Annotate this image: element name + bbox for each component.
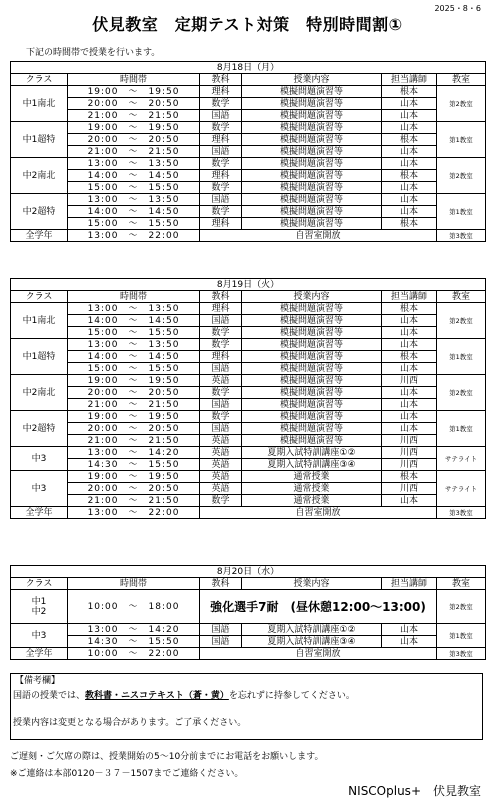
footer-brand: NISCOplus+ 伏見教室 xyxy=(348,784,481,798)
time-cell: 14:00 ～ 14:50 xyxy=(68,170,200,182)
content-cell: 模擬問題演習等 xyxy=(242,375,382,387)
class-cell: 中3 xyxy=(11,447,68,471)
column-header: 教科 xyxy=(200,578,242,590)
schedule-table-day-2 xyxy=(10,278,486,519)
content-cell: 模擬問題演習等 xyxy=(242,218,382,230)
teacher-cell: 山本 xyxy=(382,315,437,327)
day-header: 8月19日（火） xyxy=(11,279,486,291)
time-cell: 21:00 ～ 21:50 xyxy=(68,399,200,411)
content-cell: 模擬問題演習等 xyxy=(242,134,382,146)
notes-box xyxy=(10,673,483,740)
class-cell: 中2南北 xyxy=(11,375,68,411)
time-cell: 13:00 ～ 14:20 xyxy=(68,624,200,636)
column-header: 担当講師 xyxy=(382,74,437,86)
content-cell: 自習室開放 xyxy=(200,648,437,660)
table-row xyxy=(11,399,486,411)
room-cell: 第3教室 xyxy=(437,230,486,242)
table-row xyxy=(11,636,486,648)
teacher-cell: 根本 xyxy=(382,303,437,315)
teacher-cell: 山本 xyxy=(382,636,437,648)
time-cell: 13:00 ～ 13:50 xyxy=(68,194,200,206)
table-row xyxy=(11,303,486,315)
intro-text: 下記の時間帯で授業を行います。 xyxy=(26,48,161,58)
column-header: 教室 xyxy=(437,74,486,86)
time-cell: 20:00 ～ 20:50 xyxy=(68,387,200,399)
content-cell: 模擬問題演習等 xyxy=(242,351,382,363)
table-row xyxy=(11,363,486,375)
column-header: 教室 xyxy=(437,291,486,303)
teacher-cell: 山本 xyxy=(382,182,437,194)
subject-cell: 国語 xyxy=(200,363,242,375)
time-cell: 14:00 ～ 14:50 xyxy=(68,206,200,218)
content-cell: 強化選手7耐 (昼休憩12:00～13:00) xyxy=(200,590,437,624)
content-cell: 模擬問題演習等 xyxy=(242,399,382,411)
column-header: 授業内容 xyxy=(242,291,382,303)
time-cell: 19:00 ～ 19:50 xyxy=(68,375,200,387)
room-cell: 第3教室 xyxy=(437,507,486,519)
subject-cell: 国語 xyxy=(200,146,242,158)
column-header: 授業内容 xyxy=(242,578,382,590)
table-row xyxy=(11,648,486,660)
room-cell: 第1教室 xyxy=(437,339,486,375)
time-cell: 13:00 ～ 13:50 xyxy=(68,158,200,170)
content-cell: 自習室開放 xyxy=(200,230,437,242)
table-row xyxy=(11,158,486,170)
class-cell: 中2超特 xyxy=(11,411,68,447)
subject-cell: 数学 xyxy=(200,98,242,110)
content-cell: 模擬問題演習等 xyxy=(242,315,382,327)
content-cell: 模擬問題演習等 xyxy=(242,98,382,110)
time-cell: 19:00 ～ 19:50 xyxy=(68,411,200,423)
day-header: 8月20日（水） xyxy=(11,566,486,578)
class-cell: 全学年 xyxy=(11,648,68,660)
subject-cell: 数学 xyxy=(200,495,242,507)
teacher-cell: 根本 xyxy=(382,351,437,363)
teacher-cell: 根本 xyxy=(382,170,437,182)
column-header: 担当講師 xyxy=(382,291,437,303)
day-header: 8月18日（月） xyxy=(11,62,486,74)
subject-cell: 国語 xyxy=(200,636,242,648)
teacher-cell: 山本 xyxy=(382,411,437,423)
subject-cell: 英語 xyxy=(200,435,242,447)
subject-cell: 国語 xyxy=(200,194,242,206)
time-cell: 13:00 ～ 22:00 xyxy=(68,230,200,242)
time-cell: 14:00 ～ 14:50 xyxy=(68,351,200,363)
teacher-cell: 山本 xyxy=(382,399,437,411)
subject-cell: 英語 xyxy=(200,459,242,471)
table-row xyxy=(11,206,486,218)
table-row xyxy=(11,423,486,435)
room-cell: 第1教室 xyxy=(437,411,486,447)
class-cell: 中2超特 xyxy=(11,194,68,230)
teacher-cell: 山本 xyxy=(382,363,437,375)
table-row xyxy=(11,590,486,624)
content-cell: 通常授業 xyxy=(242,483,382,495)
room-cell: 第2教室 xyxy=(437,158,486,194)
subject-cell: 国語 xyxy=(200,399,242,411)
content-cell: 夏期入試特訓講座①② xyxy=(242,624,382,636)
class-cell: 中1超特 xyxy=(11,339,68,375)
subject-cell: 国語 xyxy=(200,110,242,122)
time-cell: 15:00 ～ 15:50 xyxy=(68,218,200,230)
class-cell: 中2南北 xyxy=(11,158,68,194)
time-cell: 13:00 ～ 13:50 xyxy=(68,339,200,351)
room-cell: 第2教室 xyxy=(437,375,486,411)
subject-cell: 理科 xyxy=(200,218,242,230)
class-cell: 中1南北 xyxy=(11,303,68,339)
content-cell: 模擬問題演習等 xyxy=(242,387,382,399)
content-cell: 模擬問題演習等 xyxy=(242,363,382,375)
teacher-cell: 川西 xyxy=(382,435,437,447)
room-cell: 第3教室 xyxy=(437,648,486,660)
column-header: クラス xyxy=(11,74,68,86)
time-cell: 14:00 ～ 14:50 xyxy=(68,315,200,327)
subject-cell: 理科 xyxy=(200,170,242,182)
schedule-table-day-1 xyxy=(10,61,486,242)
time-cell: 13:00 ～ 13:50 xyxy=(68,303,200,315)
content-cell: 模擬問題演習等 xyxy=(242,86,382,98)
footer-line-2: ※ご連絡は本部0120－３７－1507までご連絡ください。 xyxy=(10,769,244,779)
table-row xyxy=(11,624,486,636)
teacher-cell: 川西 xyxy=(382,483,437,495)
subject-cell: 英語 xyxy=(200,471,242,483)
content-cell: 模擬問題演習等 xyxy=(242,158,382,170)
time-cell: 21:00 ～ 21:50 xyxy=(68,435,200,447)
notes-label: 【備考欄】 xyxy=(15,676,61,686)
table-row xyxy=(11,122,486,134)
table-row xyxy=(11,230,486,242)
content-cell: 模擬問題演習等 xyxy=(242,339,382,351)
table-row xyxy=(11,375,486,387)
subject-cell: 理科 xyxy=(200,351,242,363)
time-cell: 20:00 ～ 20:50 xyxy=(68,483,200,495)
subject-cell: 英語 xyxy=(200,375,242,387)
teacher-cell: 山本 xyxy=(382,339,437,351)
page-title: 伏見教室 定期テスト対策 特別時間割① xyxy=(92,15,403,34)
teacher-cell: 山本 xyxy=(382,327,437,339)
table-row xyxy=(11,483,486,495)
time-cell: 15:00 ～ 15:50 xyxy=(68,363,200,375)
teacher-cell: 川西 xyxy=(382,375,437,387)
time-cell: 10:00 ～ 18:00 xyxy=(68,590,200,624)
table-row xyxy=(11,86,486,98)
subject-cell: 数学 xyxy=(200,206,242,218)
subject-cell: 数学 xyxy=(200,339,242,351)
table-row xyxy=(11,146,486,158)
content-cell: 模擬問題演習等 xyxy=(242,435,382,447)
teacher-cell: 山本 xyxy=(382,158,437,170)
column-header: クラス xyxy=(11,578,68,590)
class-cell: 中3 xyxy=(11,471,68,507)
content-cell: 模擬問題演習等 xyxy=(242,146,382,158)
time-cell: 20:00 ～ 20:50 xyxy=(68,423,200,435)
subject-cell: 数学 xyxy=(200,158,242,170)
time-cell: 15:00 ～ 15:50 xyxy=(68,327,200,339)
subject-cell: 理科 xyxy=(200,303,242,315)
column-header: 授業内容 xyxy=(242,74,382,86)
room-cell: 第2教室 xyxy=(437,590,486,624)
subject-cell: 数学 xyxy=(200,411,242,423)
teacher-cell: 山本 xyxy=(382,387,437,399)
time-cell: 19:00 ～ 19:50 xyxy=(68,471,200,483)
content-cell: 模擬問題演習等 xyxy=(242,194,382,206)
time-cell: 21:00 ～ 21:50 xyxy=(68,110,200,122)
class-cell: 中3 xyxy=(11,624,68,648)
column-header: 教科 xyxy=(200,291,242,303)
room-cell: 第2教室 xyxy=(437,86,486,122)
table-row xyxy=(11,315,486,327)
content-cell: 模擬問題演習等 xyxy=(242,206,382,218)
table-row xyxy=(11,110,486,122)
subject-cell: 国語 xyxy=(200,423,242,435)
teacher-cell: 川西 xyxy=(382,459,437,471)
subject-cell: 国語 xyxy=(200,315,242,327)
time-cell: 21:00 ～ 21:50 xyxy=(68,146,200,158)
time-cell: 20:00 ～ 20:50 xyxy=(68,98,200,110)
room-cell: 第1教室 xyxy=(437,194,486,230)
table-row xyxy=(11,182,486,194)
table-row xyxy=(11,495,486,507)
room-cell: サテライト xyxy=(437,447,486,471)
teacher-cell: 山本 xyxy=(382,146,437,158)
issue-date: 2025・8・6 xyxy=(434,4,481,13)
teacher-cell: 山本 xyxy=(382,206,437,218)
table-row xyxy=(11,170,486,182)
class-cell: 中1超特 xyxy=(11,122,68,158)
table-row xyxy=(11,411,486,423)
table-row xyxy=(11,351,486,363)
table-row xyxy=(11,507,486,519)
column-header: 教科 xyxy=(200,74,242,86)
table-row xyxy=(11,98,486,110)
content-cell: 通常授業 xyxy=(242,495,382,507)
room-cell: 第2教室 xyxy=(437,303,486,339)
time-cell: 13:00 ～ 22:00 xyxy=(68,507,200,519)
content-cell: 自習室開放 xyxy=(200,507,437,519)
teacher-cell: 山本 xyxy=(382,423,437,435)
content-cell: 模擬問題演習等 xyxy=(242,327,382,339)
teacher-cell: 山本 xyxy=(382,110,437,122)
subject-cell: 理科 xyxy=(200,134,242,146)
subject-cell: 数学 xyxy=(200,122,242,134)
table-row xyxy=(11,327,486,339)
class-cell: 中1南北 xyxy=(11,86,68,122)
table-row xyxy=(11,339,486,351)
teacher-cell: 山本 xyxy=(382,624,437,636)
class-cell: 全学年 xyxy=(11,507,68,519)
teacher-cell: 根本 xyxy=(382,134,437,146)
class-cell: 全学年 xyxy=(11,230,68,242)
subject-cell: 英語 xyxy=(200,483,242,495)
column-header: 教室 xyxy=(437,578,486,590)
content-cell: 模擬問題演習等 xyxy=(242,182,382,194)
time-cell: 13:00 ～ 14:20 xyxy=(68,447,200,459)
teacher-cell: 山本 xyxy=(382,194,437,206)
class-cell: 中1 xyxy=(31,596,47,607)
room-cell: 第1教室 xyxy=(437,122,486,158)
content-cell: 通常授業 xyxy=(242,471,382,483)
content-cell: 模擬問題演習等 xyxy=(242,411,382,423)
content-cell: 夏期入試特訓講座③④ xyxy=(242,636,382,648)
column-header: 担当講師 xyxy=(382,578,437,590)
content-cell: 夏期入試特訓講座①② xyxy=(242,447,382,459)
teacher-cell: 根本 xyxy=(382,218,437,230)
room-cell: サテライト xyxy=(437,471,486,507)
notes-line-2: 授業内容は変更となる場合があります。ご了承ください。 xyxy=(13,718,247,728)
table-row xyxy=(11,471,486,483)
time-cell: 21:00 ～ 21:50 xyxy=(68,495,200,507)
table-row xyxy=(11,459,486,471)
subject-cell: 数学 xyxy=(200,327,242,339)
time-cell: 14:30 ～ 15:50 xyxy=(68,459,200,471)
teacher-cell: 山本 xyxy=(382,495,437,507)
column-header: クラス xyxy=(11,291,68,303)
subject-cell: 理科 xyxy=(200,86,242,98)
time-cell: 14:30 ～ 15:50 xyxy=(68,636,200,648)
teacher-cell: 根本 xyxy=(382,471,437,483)
notes-line-1: 国語の授業では、教科書・ニスコテキスト（蒼・黄）を忘れずに持参してください。 xyxy=(13,691,355,701)
teacher-cell: 川西 xyxy=(382,447,437,459)
class-cell: 中2 xyxy=(31,606,47,617)
column-header: 時間帯 xyxy=(68,578,200,590)
content-cell: 模擬問題演習等 xyxy=(242,303,382,315)
teacher-cell: 山本 xyxy=(382,98,437,110)
time-cell: 10:00 ～ 22:00 xyxy=(68,648,200,660)
content-cell: 模擬問題演習等 xyxy=(242,122,382,134)
room-cell: 第1教室 xyxy=(437,624,486,648)
subject-cell: 国語 xyxy=(200,624,242,636)
content-cell: 模擬問題演習等 xyxy=(242,170,382,182)
content-cell: 模擬問題演習等 xyxy=(242,423,382,435)
time-cell: 19:00 ～ 19:50 xyxy=(68,122,200,134)
subject-cell: 英語 xyxy=(200,447,242,459)
teacher-cell: 根本 xyxy=(382,86,437,98)
teacher-cell: 山本 xyxy=(382,122,437,134)
table-row xyxy=(11,447,486,459)
time-cell: 19:00 ～ 19:50 xyxy=(68,86,200,98)
content-cell: 夏期入試特訓講座③④ xyxy=(242,459,382,471)
table-row xyxy=(11,218,486,230)
time-cell: 15:00 ～ 15:50 xyxy=(68,182,200,194)
time-cell: 20:00 ～ 20:50 xyxy=(68,134,200,146)
content-cell: 模擬問題演習等 xyxy=(242,110,382,122)
column-header: 時間帯 xyxy=(68,74,200,86)
column-header: 時間帯 xyxy=(68,291,200,303)
table-row xyxy=(11,387,486,399)
table-row xyxy=(11,435,486,447)
subject-cell: 数学 xyxy=(200,182,242,194)
table-row xyxy=(11,134,486,146)
schedule-table-day-3 xyxy=(10,565,486,660)
footer-line-1: ご遅刻・ご欠席の際は、授業開始の5～10分前までにお電話をお願いします。 xyxy=(10,752,324,762)
table-row xyxy=(11,194,486,206)
subject-cell: 数学 xyxy=(200,387,242,399)
